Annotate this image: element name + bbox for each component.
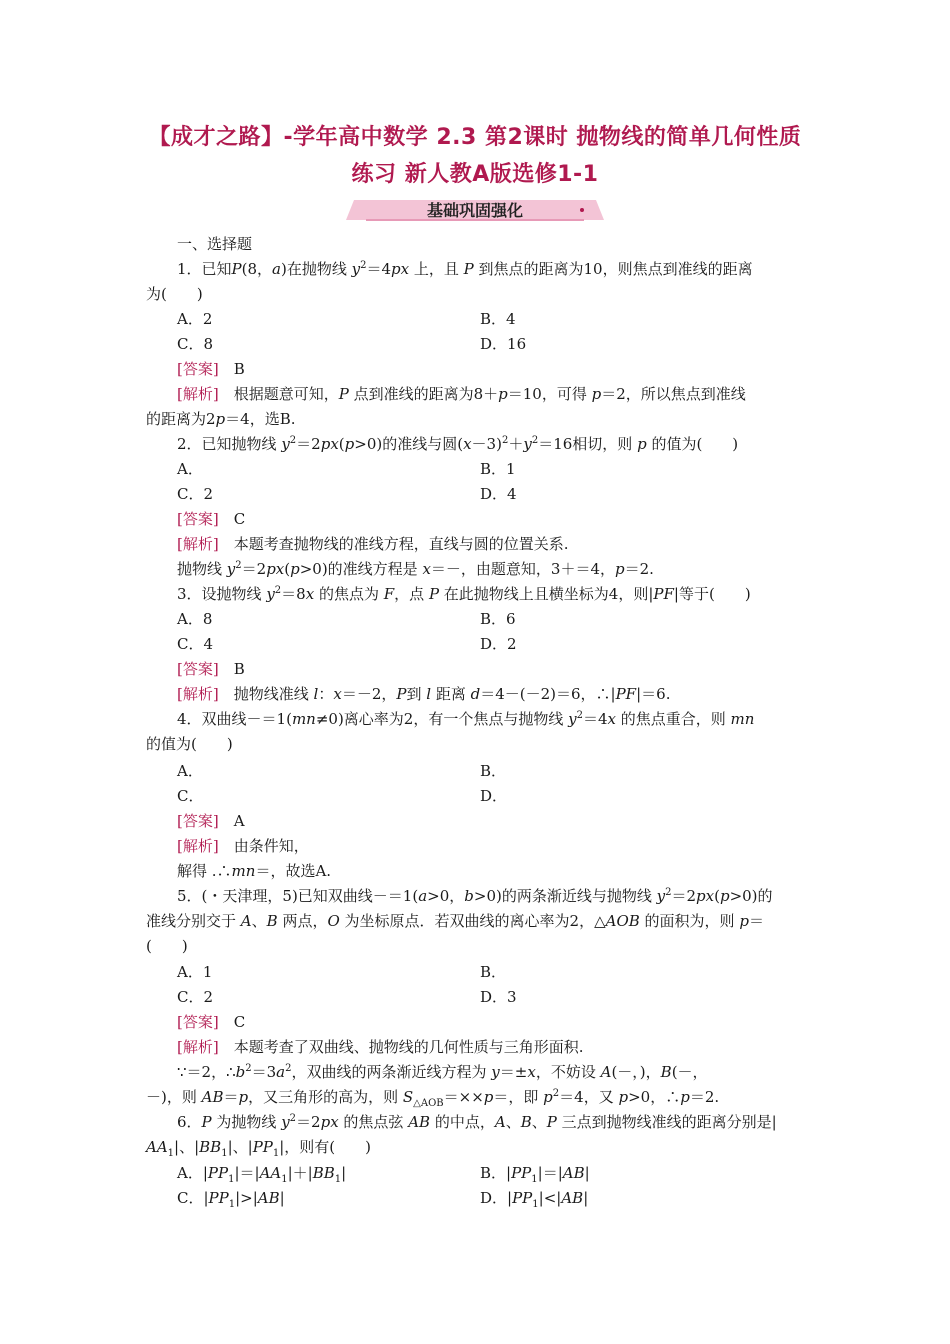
question-6-stem: 6．P 为抛物线 $y^2=2px$ 的焦点弦 AB 的中点，A、B、P 三点到抛物线准线的距离分别是| — [177, 1113, 777, 1131]
question-4-stem: 4．双曲线－＝1(mn≠0)离心率为2，有一个焦点与抛物线 $y^2=4x$ 的焦点重合，则 mn — [177, 710, 755, 728]
question-5-option-a: A．1 — [177, 963, 213, 981]
question-1-analysis: [解析] 根据题意可知，P 点到准线的距离为8＋p＝10，可得 p＝2，所以焦点到准线 — [177, 385, 746, 403]
question-4-analysis-cont: 解得 .∴mn＝，故选A. — [177, 862, 332, 880]
question-5-option-c: C．2 — [177, 988, 214, 1006]
question-4-answer: [答案] A — [177, 812, 245, 830]
question-1-stem-cont: 为( ) — [146, 285, 203, 303]
question-2-option-a: A． — [177, 460, 203, 478]
question-5-stem: 5．(・天津理，5)已知双曲线－＝1(a>0，b>0)的两条渐近线与抛物线 $y^2=2px(p>0)$的 — [177, 887, 773, 905]
banner-title: 基础巩固强化 — [426, 201, 523, 220]
question-6-stem-cont: $AA_1|$、$|BB_1|$、$|PP_1|$，则有( ) — [146, 1138, 372, 1159]
question-1-stem: 1．已知P(8，a)在抛物线 $y^2=4px$ 上，且 P 到焦点的距离为10，则焦点到准线的距离 — [177, 260, 753, 278]
question-2-answer: [答案] C — [177, 510, 246, 528]
question-6-option-d: D．$|PP_1|<|AB|$ — [480, 1189, 589, 1210]
question-3-analysis: [解析] 抛物线准线 l：x＝－2，P到 l 距离 d＝4－(－2)＝6，∴|PF|＝6. — [177, 685, 671, 703]
question-3-option-a: A．8 — [177, 610, 213, 628]
question-1-option-a: A．2 — [177, 310, 213, 328]
question-5-stem-cont2: ( ) — [146, 937, 188, 955]
question-5-analysis-cont2: －)，则 AB＝p，又三角形的高为，则 $S_{\triangle AOB}=\times\times p=$，即 $p^2=4$，又 p>0，∴p＝2. — [146, 1088, 720, 1109]
question-1-answer: [答案] B — [177, 360, 245, 378]
question-4-option-d: D． — [480, 787, 508, 805]
question-2-stem: 2．已知抛物线 $y^2=2px(p>0)$的准线与圆$(x-3)^2+y^2=16$相切，则 p 的值为( ) — [177, 435, 739, 453]
question-3-option-d: D．2 — [480, 635, 517, 653]
question-5-option-d: D．3 — [480, 988, 517, 1006]
question-5-option-b: B． — [480, 963, 507, 981]
question-1-analysis-cont: 的距离为2p＝4，选B. — [146, 410, 296, 428]
question-5-analysis-cont: ∵＝2，$\therefore b^2=3a^2$，双曲线的两条渐近线方程为 y＝±x，不妨设 A(－，)，B(－， — [177, 1063, 708, 1081]
question-3-stem: 3．设抛物线 $y^2=8x$ 的焦点为 F，点 P 在此抛物线上且横坐标为4，则|PF|等于( ) — [177, 585, 751, 603]
question-5-analysis: [解析] 本题考查了双曲线、抛物线的几何性质与三角形面积. — [177, 1038, 584, 1056]
question-6-option-c: C．$|PP_1|>|AB|$ — [177, 1189, 285, 1210]
question-3-option-b: B．6 — [480, 610, 516, 628]
question-2-option-d: D．4 — [480, 485, 517, 503]
question-6-option-b: B．$|PP_1|=|AB|$ — [480, 1164, 590, 1185]
question-2-analysis-cont: 抛物线 $y^2=2px(p>0)$的准线方程是 x＝－，由题意知，3＋＝4，p＝2. — [177, 560, 654, 578]
question-1-option-c: C．8 — [177, 335, 214, 353]
question-2-analysis: [解析] 本题考查抛物线的准线方程，直线与圆的位置关系. — [177, 535, 569, 553]
question-4-analysis: [解析] 由条件知， — [177, 837, 309, 855]
section-heading: 一、选择题 — [177, 235, 253, 253]
question-2-option-c: C．2 — [177, 485, 214, 503]
question-2-option-b: B．1 — [480, 460, 516, 478]
document-title-line1: 【成才之路】-学年高中数学 2.3 第2课时 抛物线的简单几何性质 — [148, 125, 802, 150]
question-3-option-c: C．4 — [177, 635, 214, 653]
question-4-option-a: A． — [177, 762, 203, 780]
question-4-stem-cont: 的值为( ) — [146, 735, 233, 753]
section-banner — [346, 196, 604, 222]
question-1-option-d: D．16 — [480, 335, 527, 353]
question-4-option-b: B． — [480, 762, 507, 780]
question-6-option-a: A．$|PP_1|=|AA_1|+|BB_1|$ — [177, 1164, 347, 1185]
question-5-stem-cont: 准线分别交于 A、B 两点，O 为坐标原点．若双曲线的离心率为2，△AOB 的面积为，则 p＝ — [146, 912, 764, 930]
question-4-option-c: C． — [177, 787, 204, 805]
question-5-answer: [答案] C — [177, 1013, 246, 1031]
document-title-line2: 练习 新人教A版选修1-1 — [351, 162, 599, 187]
question-1-option-b: B．4 — [480, 310, 516, 328]
question-3-answer: [答案] B — [177, 660, 245, 678]
